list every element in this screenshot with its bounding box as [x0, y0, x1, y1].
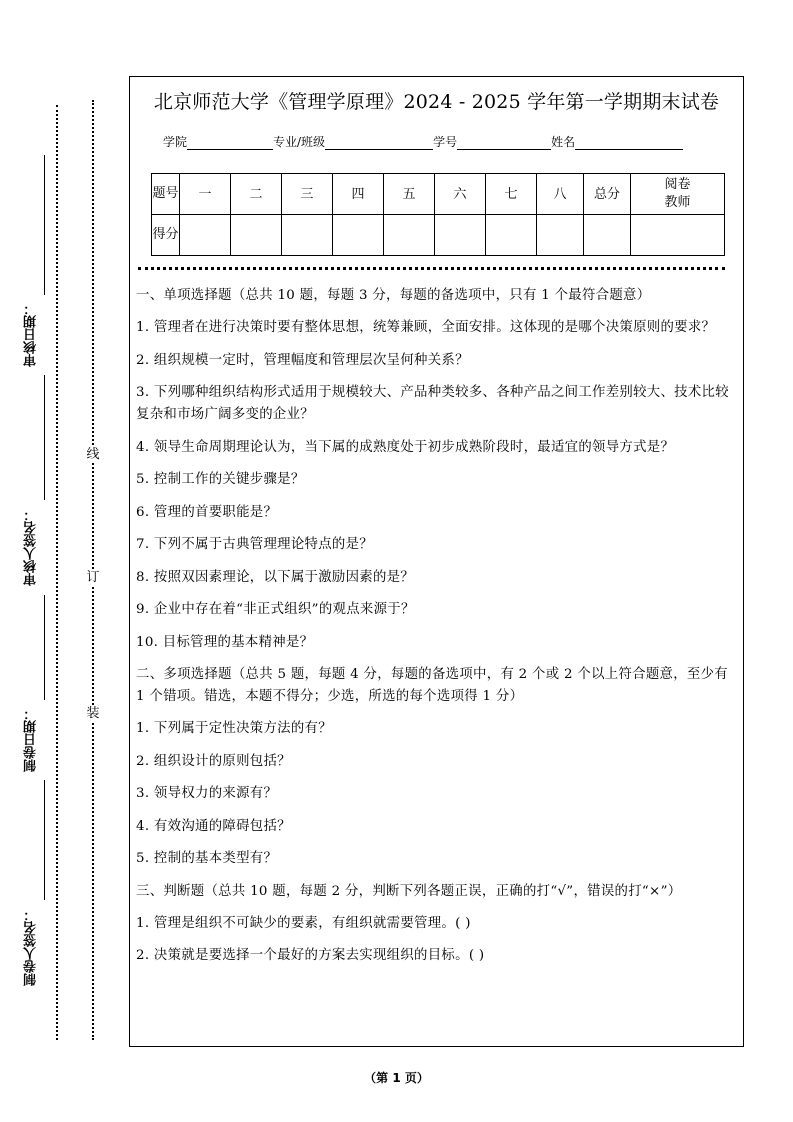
column-header: 四	[333, 174, 384, 215]
label-reviewer-sign: 审核人签名：	[24, 508, 39, 587]
college-field[interactable]	[187, 136, 273, 150]
score-cell[interactable]	[333, 215, 384, 256]
question-item: 8. 按照双因素理论，以下属于激励因素的是？	[136, 569, 415, 585]
cut-label-xian: 线	[86, 447, 100, 462]
column-header: 五	[384, 174, 435, 215]
column-header: 六	[435, 174, 486, 215]
label-maker-date: 制卷日期：	[24, 707, 39, 773]
question-item: 3. 下列哪种组织结构形式适用于规模较大、产品种类较多、各种产品之间工作差别较大、技术比较复杂和市场广阔多变的企业？	[136, 385, 729, 422]
score-cell[interactable]	[631, 215, 725, 256]
student-id-label: 学号	[433, 135, 458, 149]
question-item: 1. 下列属于定性决策方法的有？	[136, 721, 332, 736]
score-label: 得分	[152, 227, 179, 242]
question-item: 2. 组织规模一定时，管理幅度和管理层次呈何种关系？	[136, 352, 469, 368]
binding-dotted-line	[56, 105, 58, 1040]
question-item: 3. 领导权力的来源有？	[136, 786, 278, 801]
exam-frame	[129, 76, 744, 1047]
page-footer: （第 1 页）	[364, 1071, 429, 1085]
reviewer-date-line	[44, 155, 45, 295]
maker-date-line	[44, 595, 45, 700]
column-header: 八	[537, 174, 584, 215]
column-header: 三	[282, 174, 333, 215]
question-item: 7. 下列不属于古典管理理论特点的是？	[136, 537, 373, 552]
question-item: 2. 组织设计的原则包括？	[136, 753, 291, 769]
reviewer-sign-line	[44, 375, 45, 500]
question-item: 1. 管理者在进行决策时要有整体思想，统筹兼顾，全面安排。这体现的是哪个决策原则的要求？	[136, 320, 716, 335]
question-item: 9. 企业中存在着“非正式组织”的观点来源于？	[136, 602, 415, 617]
major-class-label: 专业/班级	[273, 135, 326, 149]
question-item: 1. 管理是组织不可缺少的要素，有组织就需要管理。( )	[136, 915, 471, 931]
score-table	[151, 173, 725, 256]
question-item: 10. 目标管理的基本精神是？	[136, 634, 314, 650]
score-cell[interactable]	[384, 215, 435, 256]
major-class-field[interactable]	[325, 136, 433, 150]
score-cell[interactable]	[231, 215, 282, 256]
cut-label-zhuang: 装	[86, 706, 100, 721]
column-header: 阅卷教师	[631, 174, 725, 215]
question-content	[136, 285, 740, 978]
header-label-cell	[152, 174, 180, 215]
student-id-field[interactable]	[457, 136, 551, 150]
column-header: 总分	[584, 174, 631, 215]
separator-dotted-line	[138, 267, 725, 270]
score-cell[interactable]	[435, 215, 486, 256]
header-label: 题号	[152, 186, 179, 201]
label-maker-sign: 制卷人签名：	[24, 908, 39, 987]
college-label: 学院	[163, 135, 188, 149]
score-cell[interactable]	[537, 215, 584, 256]
question-item: 4. 领导生命周期理论认为，当下属的成熟度处于初步成熟阶段时，最适宜的领导方式是？	[136, 439, 675, 455]
label-reviewer-date: 审核日期：	[24, 302, 39, 368]
section2-heading: 二、多项选择题（总共 5 题，每题 4 分，每题的备选项中，有 2 个或 2 个以上符合题意，至少有 1 个错项。错选，本题不得分；少选，所选的每个选项得 1 分）	[136, 667, 728, 704]
section1-heading: 一、单项选择题（总共 10 题，每题 3 分，每题的备选项中，只有 1 个最符合题意）	[136, 288, 651, 303]
name-label: 姓名	[551, 135, 576, 149]
column-header: 七	[486, 174, 537, 215]
question-item: 5. 控制工作的关键步骤是？	[136, 472, 305, 487]
score-table-header-row	[152, 174, 725, 215]
maker-sign-line	[44, 780, 45, 900]
section3-heading: 三、判断题（总共 10 题，每题 2 分，判断下列各题正误，正确的打“√”，错误的打“×”）	[136, 883, 682, 899]
column-header: 一	[180, 174, 231, 215]
exam-title: 北京师范大学《管理学原理》2024 - 2025 学年第一学期期末试卷	[153, 91, 720, 113]
score-table-score-row	[152, 215, 725, 256]
question-item: 2. 决策就是要选择一个最好的方案去实现组织的目标。( )	[136, 948, 485, 963]
question-item: 4. 有效沟通的障碍包括？	[136, 818, 291, 834]
score-cell[interactable]	[584, 215, 631, 256]
question-item: 5. 控制的基本类型有？	[136, 851, 278, 866]
name-field[interactable]	[575, 136, 683, 150]
question-item: 6. 管理的首要职能是？	[136, 504, 278, 520]
score-cell[interactable]	[282, 215, 333, 256]
score-label-cell	[152, 215, 180, 256]
score-cell[interactable]	[180, 215, 231, 256]
student-info-row	[163, 133, 683, 150]
score-cell[interactable]	[486, 215, 537, 256]
cut-label-ding: 订	[86, 570, 100, 585]
column-header: 二	[231, 174, 282, 215]
